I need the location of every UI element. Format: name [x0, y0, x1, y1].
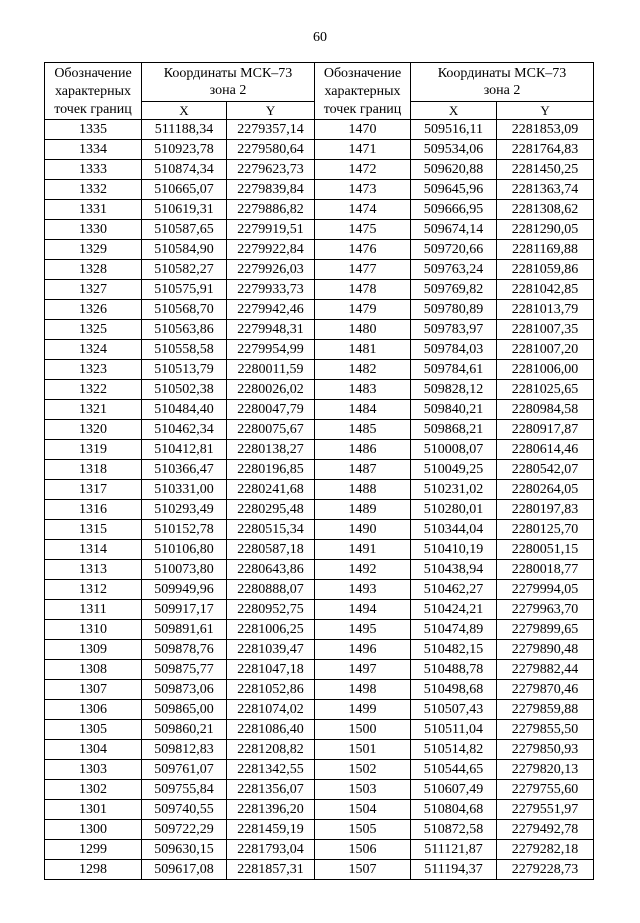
- y-left-cell: 2281459,19: [227, 820, 315, 840]
- x-right-cell: 510410,19: [411, 540, 497, 560]
- y-left-cell: 2280515,34: [227, 520, 315, 540]
- x-right-cell: 509769,82: [411, 280, 497, 300]
- y-right-cell: 2280614,46: [497, 440, 594, 460]
- point-right-cell: 1506: [315, 840, 411, 860]
- table-row: [45, 140, 594, 160]
- y-left-cell: 2281074,02: [227, 700, 315, 720]
- x-right-cell: 509868,21: [411, 420, 497, 440]
- x-left-cell: 509761,07: [142, 760, 227, 780]
- y-right-cell: 2281290,05: [497, 220, 594, 240]
- point-left-cell: 1311: [45, 600, 142, 620]
- point-right-cell: 1476: [315, 240, 411, 260]
- y-left-cell: 2280952,75: [227, 600, 315, 620]
- point-left-cell: 1305: [45, 720, 142, 740]
- point-right-cell: 1485: [315, 420, 411, 440]
- x-left-cell: 510331,00: [142, 480, 227, 500]
- x-right-cell: 510544,65: [411, 760, 497, 780]
- table-row: [45, 480, 594, 500]
- coord-system-line-1: Координаты МСК–73: [163, 66, 293, 82]
- point-left-cell: 1312: [45, 580, 142, 600]
- point-right-cell: 1474: [315, 200, 411, 220]
- x-right-cell: 510872,58: [411, 820, 497, 840]
- point-left-cell: 1326: [45, 300, 142, 320]
- table-row: [45, 160, 594, 180]
- y-left-cell: 2280138,27: [227, 440, 315, 460]
- y-right-cell: 2279850,93: [497, 740, 594, 760]
- y-left-cell: 2281342,55: [227, 760, 315, 780]
- designation-line-3: точек границ: [323, 102, 402, 117]
- coord-system-line-1: Координаты МСК–73: [437, 66, 567, 82]
- x-right-cell: 509784,03: [411, 340, 497, 360]
- x-right-cell: 509840,21: [411, 400, 497, 420]
- x-right-cell: 510511,04: [411, 720, 497, 740]
- table-row: [45, 460, 594, 480]
- y-right-cell: 2281006,00: [497, 360, 594, 380]
- y-right-cell: 2279899,65: [497, 620, 594, 640]
- point-left-cell: 1304: [45, 740, 142, 760]
- point-right-cell: 1478: [315, 280, 411, 300]
- x-right-cell: 509674,14: [411, 220, 497, 240]
- point-left-cell: 1314: [45, 540, 142, 560]
- y-right-cell: 2279492,78: [497, 820, 594, 840]
- point-left-cell: 1324: [45, 340, 142, 360]
- table-row: [45, 420, 594, 440]
- point-left-cell: 1331: [45, 200, 142, 220]
- table-row: [45, 340, 594, 360]
- table-row: [45, 780, 594, 800]
- x-header-left: X: [142, 102, 227, 120]
- designation-line-2: характерных: [54, 84, 132, 99]
- y-left-cell: 2281793,04: [227, 840, 315, 860]
- point-right-cell: 1497: [315, 660, 411, 680]
- x-right-cell: 510474,89: [411, 620, 497, 640]
- x-right-cell: 510008,07: [411, 440, 497, 460]
- table-row: [45, 560, 594, 580]
- table-row: [45, 680, 594, 700]
- x-right-cell: 510507,43: [411, 700, 497, 720]
- coord-system-header-right: [411, 63, 594, 102]
- point-left-cell: 1328: [45, 260, 142, 280]
- point-right-cell: 1495: [315, 620, 411, 640]
- y-left-cell: 2281356,07: [227, 780, 315, 800]
- x-left-cell: 509873,06: [142, 680, 227, 700]
- y-left-cell: 2281208,82: [227, 740, 315, 760]
- point-right-cell: 1487: [315, 460, 411, 480]
- y-left-cell: 2279942,46: [227, 300, 315, 320]
- y-right-cell: 2281025,65: [497, 380, 594, 400]
- table-row: [45, 720, 594, 740]
- y-left-cell: 2281396,20: [227, 800, 315, 820]
- y-header-right: Y: [497, 102, 594, 120]
- y-left-cell: 2280241,68: [227, 480, 315, 500]
- x-left-cell: 510568,70: [142, 300, 227, 320]
- y-right-cell: 2279855,50: [497, 720, 594, 740]
- point-left-cell: 1321: [45, 400, 142, 420]
- point-right-cell: 1477: [315, 260, 411, 280]
- x-left-cell: 510587,65: [142, 220, 227, 240]
- y-left-cell: 2279954,99: [227, 340, 315, 360]
- y-right-cell: 2281764,83: [497, 140, 594, 160]
- y-right-cell: 2281363,74: [497, 180, 594, 200]
- y-right-cell: 2279859,88: [497, 700, 594, 720]
- x-left-cell: 509617,08: [142, 860, 227, 880]
- point-right-cell: 1502: [315, 760, 411, 780]
- table-row: [45, 700, 594, 720]
- point-right-cell: 1505: [315, 820, 411, 840]
- table-row: [45, 620, 594, 640]
- x-right-cell: 510488,78: [411, 660, 497, 680]
- x-right-cell: 509828,12: [411, 380, 497, 400]
- y-right-cell: 2281853,09: [497, 120, 594, 140]
- point-right-cell: 1500: [315, 720, 411, 740]
- coord-system-header-left: [142, 63, 315, 102]
- y-right-cell: 2279882,44: [497, 660, 594, 680]
- x-right-cell: 509784,61: [411, 360, 497, 380]
- y-right-cell: 2280917,87: [497, 420, 594, 440]
- y-left-cell: 2279580,64: [227, 140, 315, 160]
- point-right-cell: 1484: [315, 400, 411, 420]
- x-right-cell: 510438,94: [411, 560, 497, 580]
- y-right-cell: 2280264,05: [497, 480, 594, 500]
- point-right-cell: 1489: [315, 500, 411, 520]
- table-row: [45, 640, 594, 660]
- point-left-cell: 1302: [45, 780, 142, 800]
- y-left-cell: 2280026,02: [227, 380, 315, 400]
- table-row: [45, 180, 594, 200]
- y-left-cell: 2280196,85: [227, 460, 315, 480]
- y-right-cell: 2279820,13: [497, 760, 594, 780]
- point-left-cell: 1298: [45, 860, 142, 880]
- y-right-cell: 2279994,05: [497, 580, 594, 600]
- y-right-cell: 2281059,86: [497, 260, 594, 280]
- y-left-cell: 2280643,86: [227, 560, 315, 580]
- point-left-cell: 1325: [45, 320, 142, 340]
- x-left-cell: 509740,55: [142, 800, 227, 820]
- table-row: [45, 360, 594, 380]
- table-row: [45, 500, 594, 520]
- table-row: [45, 660, 594, 680]
- y-right-cell: 2279963,70: [497, 600, 594, 620]
- y-left-cell: 2280047,79: [227, 400, 315, 420]
- y-right-cell: 2281007,20: [497, 340, 594, 360]
- y-right-cell: 2280018,77: [497, 560, 594, 580]
- x-right-cell: 510498,68: [411, 680, 497, 700]
- table-row: [45, 300, 594, 320]
- point-left-cell: 1299: [45, 840, 142, 860]
- table-row: [45, 120, 594, 140]
- point-right-cell: 1501: [315, 740, 411, 760]
- table-row: [45, 440, 594, 460]
- table-row: [45, 840, 594, 860]
- point-right-cell: 1498: [315, 680, 411, 700]
- table-body: [45, 120, 594, 880]
- point-left-cell: 1335: [45, 120, 142, 140]
- x-right-cell: 509620,88: [411, 160, 497, 180]
- y-left-cell: 2279886,82: [227, 200, 315, 220]
- x-left-cell: 510619,31: [142, 200, 227, 220]
- y-left-cell: 2279933,73: [227, 280, 315, 300]
- y-left-cell: 2279926,03: [227, 260, 315, 280]
- point-right-cell: 1483: [315, 380, 411, 400]
- point-left-cell: 1313: [45, 560, 142, 580]
- x-left-cell: 509630,15: [142, 840, 227, 860]
- x-right-cell: 509783,97: [411, 320, 497, 340]
- x-left-cell: 510582,27: [142, 260, 227, 280]
- x-right-cell: 510424,21: [411, 600, 497, 620]
- y-left-cell: 2281006,25: [227, 620, 315, 640]
- point-right-cell: 1496: [315, 640, 411, 660]
- y-left-cell: 2279919,51: [227, 220, 315, 240]
- y-right-cell: 2279755,60: [497, 780, 594, 800]
- table-row: [45, 220, 594, 240]
- y-left-cell: 2281039,47: [227, 640, 315, 660]
- point-right-cell: 1494: [315, 600, 411, 620]
- point-left-cell: 1332: [45, 180, 142, 200]
- x-header-right: X: [411, 102, 497, 120]
- coord-system-line-2: зона 2: [209, 83, 247, 99]
- point-right-cell: 1486: [315, 440, 411, 460]
- x-right-cell: 509763,24: [411, 260, 497, 280]
- y-left-cell: 2280587,18: [227, 540, 315, 560]
- table-row: [45, 240, 594, 260]
- y-right-cell: 2279228,73: [497, 860, 594, 880]
- point-left-cell: 1315: [45, 520, 142, 540]
- y-left-cell: 2281857,31: [227, 860, 315, 880]
- point-left-cell: 1309: [45, 640, 142, 660]
- x-right-cell: 510804,68: [411, 800, 497, 820]
- x-right-cell: 510049,25: [411, 460, 497, 480]
- y-right-cell: 2280542,07: [497, 460, 594, 480]
- y-left-cell: 2280075,67: [227, 420, 315, 440]
- point-right-cell: 1493: [315, 580, 411, 600]
- point-left-cell: 1318: [45, 460, 142, 480]
- x-left-cell: 509878,76: [142, 640, 227, 660]
- y-right-cell: 2281169,88: [497, 240, 594, 260]
- x-left-cell: 509865,00: [142, 700, 227, 720]
- x-right-cell: 510462,27: [411, 580, 497, 600]
- x-right-cell: 509516,11: [411, 120, 497, 140]
- point-left-cell: 1323: [45, 360, 142, 380]
- x-left-cell: 509875,77: [142, 660, 227, 680]
- table-row: [45, 600, 594, 620]
- point-right-cell: 1488: [315, 480, 411, 500]
- point-right-cell: 1480: [315, 320, 411, 340]
- point-left-cell: 1329: [45, 240, 142, 260]
- table-row: [45, 320, 594, 340]
- x-right-cell: 511194,37: [411, 860, 497, 880]
- y-right-cell: 2280984,58: [497, 400, 594, 420]
- x-left-cell: 510412,81: [142, 440, 227, 460]
- table-row: [45, 800, 594, 820]
- x-left-cell: 509949,96: [142, 580, 227, 600]
- x-left-cell: 509917,17: [142, 600, 227, 620]
- designation-line-1: Обозначение: [323, 66, 402, 81]
- point-left-cell: 1310: [45, 620, 142, 640]
- y-left-cell: 2279922,84: [227, 240, 315, 260]
- designation-header-left: [45, 63, 142, 120]
- y-right-cell: 2281007,35: [497, 320, 594, 340]
- table-row: [45, 740, 594, 760]
- y-right-cell: 2281042,85: [497, 280, 594, 300]
- point-right-cell: 1503: [315, 780, 411, 800]
- x-right-cell: 511121,87: [411, 840, 497, 860]
- point-left-cell: 1327: [45, 280, 142, 300]
- x-right-cell: 509780,89: [411, 300, 497, 320]
- point-right-cell: 1479: [315, 300, 411, 320]
- y-left-cell: 2281052,86: [227, 680, 315, 700]
- point-right-cell: 1471: [315, 140, 411, 160]
- table-row: [45, 760, 594, 780]
- point-right-cell: 1492: [315, 560, 411, 580]
- x-left-cell: 510563,86: [142, 320, 227, 340]
- point-left-cell: 1316: [45, 500, 142, 520]
- y-right-cell: 2280051,15: [497, 540, 594, 560]
- y-right-cell: 2279870,46: [497, 680, 594, 700]
- y-right-cell: 2281013,79: [497, 300, 594, 320]
- designation-line-1: Обозначение: [54, 66, 132, 81]
- point-left-cell: 1333: [45, 160, 142, 180]
- table-row: [45, 540, 594, 560]
- x-right-cell: 510607,49: [411, 780, 497, 800]
- point-left-cell: 1317: [45, 480, 142, 500]
- x-left-cell: 509860,21: [142, 720, 227, 740]
- x-right-cell: 509645,96: [411, 180, 497, 200]
- x-left-cell: 510665,07: [142, 180, 227, 200]
- x-left-cell: 510874,34: [142, 160, 227, 180]
- x-left-cell: 510584,90: [142, 240, 227, 260]
- page-number: 60: [313, 30, 327, 45]
- x-left-cell: 510575,91: [142, 280, 227, 300]
- y-left-cell: 2281086,40: [227, 720, 315, 740]
- x-left-cell: 510462,34: [142, 420, 227, 440]
- y-right-cell: 2280125,70: [497, 520, 594, 540]
- x-left-cell: 510366,47: [142, 460, 227, 480]
- point-left-cell: 1330: [45, 220, 142, 240]
- y-right-cell: 2280197,83: [497, 500, 594, 520]
- x-right-cell: 510231,02: [411, 480, 497, 500]
- y-right-cell: 2281450,25: [497, 160, 594, 180]
- x-left-cell: 510923,78: [142, 140, 227, 160]
- x-right-cell: 509720,66: [411, 240, 497, 260]
- table-row: [45, 280, 594, 300]
- point-right-cell: 1504: [315, 800, 411, 820]
- point-left-cell: 1334: [45, 140, 142, 160]
- point-left-cell: 1322: [45, 380, 142, 400]
- point-left-cell: 1301: [45, 800, 142, 820]
- y-left-cell: 2279839,84: [227, 180, 315, 200]
- x-left-cell: 509812,83: [142, 740, 227, 760]
- table-row: [45, 860, 594, 880]
- y-left-cell: 2280888,07: [227, 580, 315, 600]
- x-left-cell: 510293,49: [142, 500, 227, 520]
- x-right-cell: 509534,06: [411, 140, 497, 160]
- point-left-cell: 1306: [45, 700, 142, 720]
- x-left-cell: 510152,78: [142, 520, 227, 540]
- point-right-cell: 1473: [315, 180, 411, 200]
- point-right-cell: 1472: [315, 160, 411, 180]
- x-left-cell: 510558,58: [142, 340, 227, 360]
- designation-line-2: характерных: [324, 84, 401, 99]
- y-right-cell: 2279282,18: [497, 840, 594, 860]
- x-left-cell: 510502,38: [142, 380, 227, 400]
- x-left-cell: 509891,61: [142, 620, 227, 640]
- point-left-cell: 1319: [45, 440, 142, 460]
- x-left-cell: 509722,29: [142, 820, 227, 840]
- x-right-cell: 509666,95: [411, 200, 497, 220]
- y-left-cell: 2279357,14: [227, 120, 315, 140]
- table-row: [45, 400, 594, 420]
- point-left-cell: 1303: [45, 760, 142, 780]
- point-right-cell: 1470: [315, 120, 411, 140]
- table-row: [45, 580, 594, 600]
- point-left-cell: 1300: [45, 820, 142, 840]
- x-left-cell: 510073,80: [142, 560, 227, 580]
- point-right-cell: 1499: [315, 700, 411, 720]
- point-right-cell: 1481: [315, 340, 411, 360]
- x-left-cell: 510106,80: [142, 540, 227, 560]
- table-row: [45, 820, 594, 840]
- table-row: [45, 520, 594, 540]
- coord-system-line-2: зона 2: [483, 83, 521, 99]
- point-right-cell: 1507: [315, 860, 411, 880]
- table-row: [45, 380, 594, 400]
- point-right-cell: 1490: [315, 520, 411, 540]
- table-row: [45, 260, 594, 280]
- y-left-cell: 2280011,59: [227, 360, 315, 380]
- x-left-cell: 510513,79: [142, 360, 227, 380]
- y-left-cell: 2279623,73: [227, 160, 315, 180]
- y-right-cell: 2281308,62: [497, 200, 594, 220]
- coordinates-table: [44, 62, 594, 880]
- point-left-cell: 1307: [45, 680, 142, 700]
- point-right-cell: 1482: [315, 360, 411, 380]
- y-right-cell: 2279890,48: [497, 640, 594, 660]
- x-right-cell: 510344,04: [411, 520, 497, 540]
- y-header-left: Y: [227, 102, 315, 120]
- table-row: [45, 200, 594, 220]
- x-left-cell: 510484,40: [142, 400, 227, 420]
- y-left-cell: 2280295,48: [227, 500, 315, 520]
- y-left-cell: 2279948,31: [227, 320, 315, 340]
- designation-header-right: [315, 63, 411, 120]
- y-right-cell: 2279551,97: [497, 800, 594, 820]
- x-left-cell: 509755,84: [142, 780, 227, 800]
- x-right-cell: 510514,82: [411, 740, 497, 760]
- designation-line-3: точек границ: [54, 102, 132, 117]
- x-right-cell: 510280,01: [411, 500, 497, 520]
- point-left-cell: 1320: [45, 420, 142, 440]
- point-left-cell: 1308: [45, 660, 142, 680]
- x-right-cell: 510482,15: [411, 640, 497, 660]
- point-right-cell: 1475: [315, 220, 411, 240]
- y-left-cell: 2281047,18: [227, 660, 315, 680]
- x-left-cell: 511188,34: [142, 120, 227, 140]
- point-right-cell: 1491: [315, 540, 411, 560]
